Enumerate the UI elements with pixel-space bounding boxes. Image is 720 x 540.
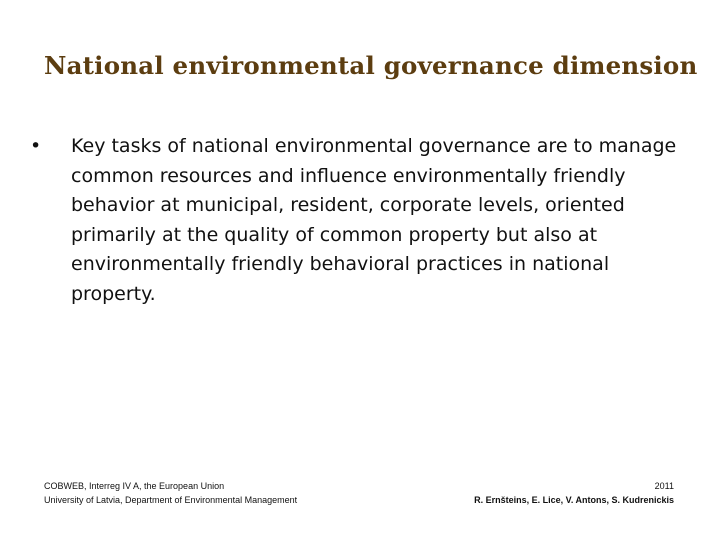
footer-institution: University of Latvia, Department of Environmental Management (44, 494, 298, 505)
bullet-list (30, 132, 690, 309)
slide-title: National environmental governance dimension (44, 51, 698, 80)
footer-project: COBWEB, Interreg IV A, the European Union (44, 481, 225, 491)
bullet-text: Key tasks of national environmental governance are to manage common resources and influence environmentally friendly behavior at municipal, resident, corporate levels, oriented primarily at the quality of common property but also at environmentally friendly behavioral practices in national property. (71, 135, 677, 305)
footer-right (474, 480, 674, 507)
footer-authors: R. Ernšteins, E. Lice, V. Antons, S. Kudrenickis (474, 494, 674, 505)
bullet-item (30, 132, 690, 309)
footer-year: 2011 (654, 481, 674, 491)
footer-left (44, 480, 297, 507)
bullet-icon: • (30, 135, 42, 157)
